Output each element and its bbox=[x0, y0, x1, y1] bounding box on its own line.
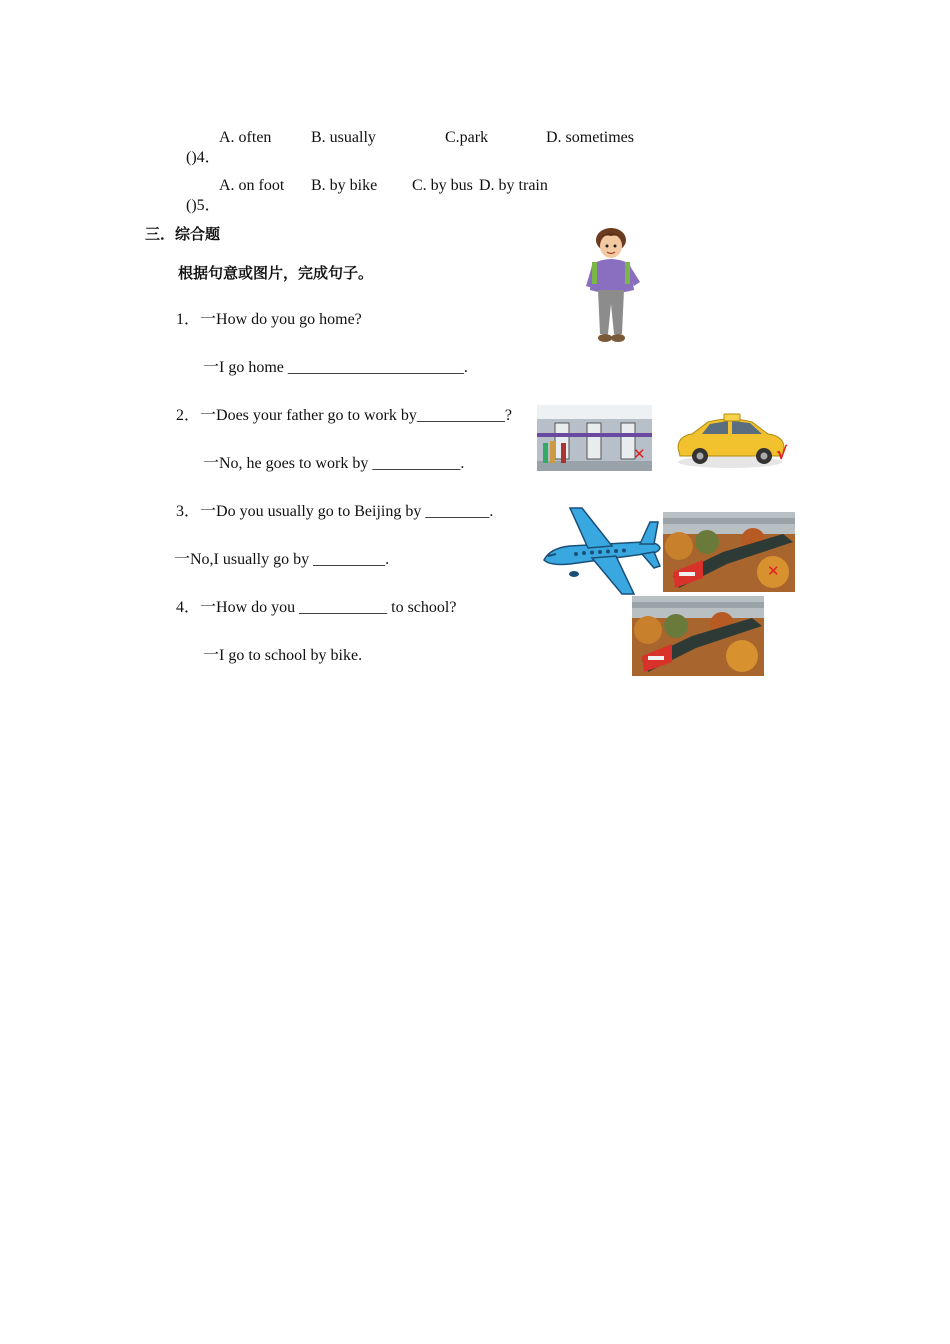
option-c: C. by bus bbox=[412, 177, 473, 194]
item-1-question bbox=[176, 310, 362, 330]
mc-question-5 bbox=[178, 176, 221, 216]
item-4-answer: 一I go to school by bike. bbox=[203, 647, 363, 664]
option-a: A. on foot bbox=[219, 177, 285, 194]
airplane-image bbox=[540, 504, 664, 598]
item-3-question bbox=[176, 502, 493, 522]
check-mark: √ bbox=[776, 444, 788, 464]
subway-platform-image bbox=[537, 405, 652, 471]
mc-paren: () bbox=[186, 149, 197, 166]
cross-mark: ✕ bbox=[633, 445, 646, 463]
item-4-question bbox=[176, 598, 456, 618]
section-heading: 三．综合题 bbox=[145, 225, 221, 243]
item-2-answer: 一No, he goes to work by ___________. bbox=[203, 455, 465, 472]
item-number: 3． bbox=[176, 503, 201, 520]
question-text: 一Do you usually go to Beijing by ________. bbox=[200, 503, 494, 520]
question-text: 一How do you ___________ to school? bbox=[200, 599, 457, 616]
option-b: B. usually bbox=[311, 129, 376, 146]
train-image bbox=[632, 596, 764, 676]
cross-mark: ✕ bbox=[767, 562, 780, 580]
question-text: 一How do you go home? bbox=[200, 311, 362, 328]
mc-question-4 bbox=[178, 128, 221, 168]
item-2-question bbox=[176, 406, 512, 426]
item-3-answer: 一No,I usually go by _________. bbox=[174, 551, 390, 568]
item-number: 4． bbox=[176, 599, 201, 616]
option-a: A. often bbox=[219, 129, 272, 146]
train-image-crossed bbox=[663, 512, 795, 592]
item-1-answer: 一I go home ______________________. bbox=[203, 359, 468, 376]
mc-number: 5． bbox=[196, 197, 221, 214]
option-d: D. sometimes bbox=[546, 129, 634, 146]
item-number: 2． bbox=[176, 407, 201, 424]
taxi-image bbox=[672, 408, 794, 472]
option-d: D. by train bbox=[479, 177, 548, 194]
section-instruction: 根据句意或图片，完成句子。 bbox=[178, 264, 374, 282]
item-number: 1． bbox=[176, 311, 201, 328]
option-c: C.park bbox=[445, 129, 489, 146]
mc-paren: () bbox=[186, 197, 197, 214]
question-text: 一Does your father go to work by___________? bbox=[200, 407, 512, 424]
mc-number: 4． bbox=[196, 149, 221, 166]
option-b: B. by bike bbox=[311, 177, 378, 194]
walking-boy-image bbox=[578, 226, 648, 344]
